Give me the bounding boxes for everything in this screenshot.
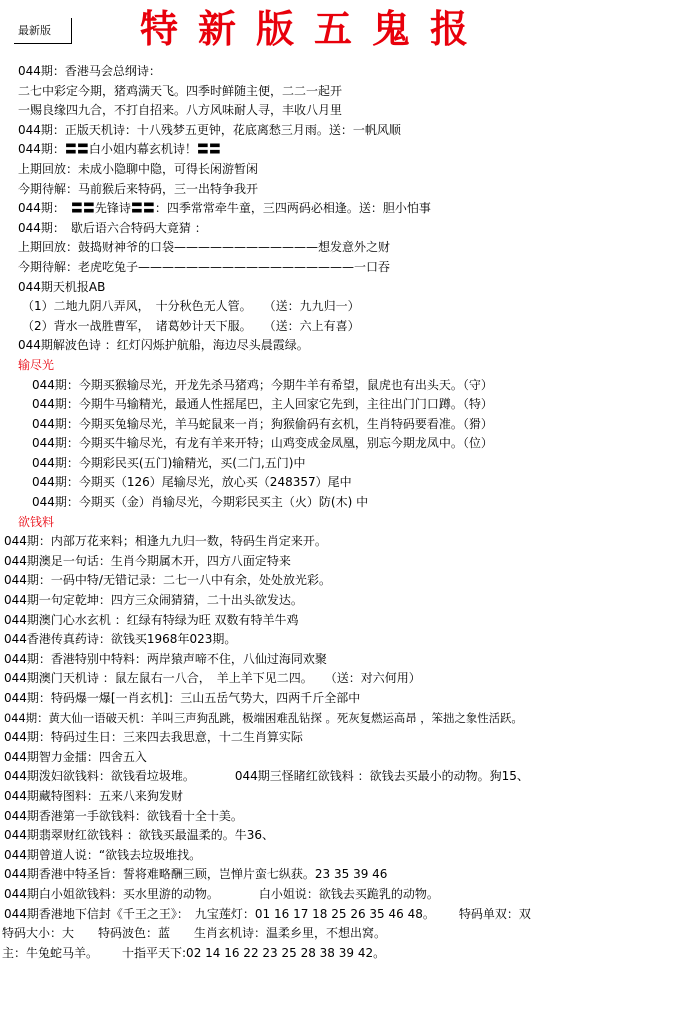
want-line: 044期：特码爆一爆[一肖玄机]：三山五岳气势大，四两千斤全部中 [4,691,361,705]
text-line: 044期：香港马会总纲诗： [18,64,161,78]
lose-line: 044期：今期买牛输尽光，有龙有羊来开特；山鸡变成金凤凰，别忘今期龙凤中。（位） [32,436,493,451]
header [0,0,690,60]
page-title: 特新版五鬼报 [140,6,489,51]
text-line: 今期待解：老虎吃兔子——————————————————一口吞 [18,259,391,274]
want-line [0,944,690,964]
section-heading-lose: 输尽光 [18,357,55,372]
want-line-part: 十指平天下:02 14 16 22 23 25 28 38 39 42。 [122,945,386,960]
want-line: 044期香港第一手欲钱料：欲钱看十全十美。 [4,808,243,823]
text-line: 044期天机报AB [18,279,106,294]
want-line: 044期曾道人说：“欲钱去垃圾堆找。 [4,847,202,862]
want-line: 044期：一码中特/无错记录：二七一八中有余，处处放光彩。 [4,573,331,588]
want-line [0,905,690,925]
want-line-part: 044期泼妇欲钱料：欲钱看垃圾堆。 [4,769,195,784]
report-body [0,62,690,963]
want-line [0,885,690,905]
want-line [0,924,690,944]
want-line: 044期澳门天机诗 ：鼠左鼠右一八合， 羊上羊下见二四。 （送：对六何用） [4,671,421,686]
want-line-part: 主：牛兔蛇马羊。 [2,945,99,960]
want-line-part: 白小姐说：欲钱去买跪乳的动物。 [258,886,439,901]
text-line: 上期回放：未成小隐聊中隐，可得长闲游暂闲 [18,161,259,176]
section-heading-want: 欲钱料 [18,514,55,529]
text-line: 044期：正版天机诗：十八残梦五更钟，花底离愁三月雨。送：一帆风顺 [18,122,401,137]
want-line-part: 044期白小姐欲钱料：买水里游的动物。 [4,886,219,901]
lose-line: 044期：今期买兔输尽光，羊马蛇鼠来一肖；狗猴偷码有玄机，生肖特码要看准。（猾） [32,416,493,431]
text-line: （2）背水一战胜曹军， 诸葛妙计天下服。 （送：六上有喜） [22,318,360,333]
want-line-part: 特码单双：双 [458,906,531,921]
lose-line: 044期：今期彩民买(五门)输精光，买(二门,五门)中 [32,455,306,470]
want-line: 044期：香港特别中特料：两岸猿声啼不住，八仙过海同欢聚 [4,651,327,666]
want-line: 044期澳足一句话：生肖今期属木开，四方八面定特来 [4,553,291,568]
want-line: 044期澳门心水玄机 ：红绿有特绿为旺 双数有特羊牛鸡 [4,612,299,627]
want-line: 044期智力金擂：四舍五入 [4,749,147,764]
want-line: 044期藏特图料：五来八来狗发财 [4,788,183,803]
want-line-part: 特码波色：蓝 [98,926,171,941]
want-line: 044期翡翠财红欲钱料 ：欲钱买最温柔的。牛36、 [4,828,274,843]
text-line: 今期待解：马前猴后来特码，三一出特争我开 [18,181,259,196]
want-line: 044期：黄大仙一语破天机：羊叫三声狗乱跳，极端困难乱钻探 。死灰复燃运高昂 ，笨拙之象性活跃。 [4,710,523,725]
text-line: 044期： 〓〓先锋诗〓〓：四季常常牵牛童，三四两码必相逢。送：胆小怕事 [18,201,431,216]
lose-line: 044期：今期牛马输精光，最通人性摇尾巴，主人回家它先到，主往出门门口蹲。（特） [32,397,493,412]
want-line-part: 044期香港地下信封《千王之王》： 九宝莲灯：01 16 17 18 25 26 35 46 48。 [4,906,435,921]
lose-line: 044期：今期买（126）尾输尽光，放心买（248357）尾中 [32,475,352,490]
want-line-part: 044期三怪睹红欲钱料 ：欲钱去买最小的动物。狗15、 [234,769,529,784]
text-line: 上期回放：鼓捣财神爷的口袋————————————想发意外之财 [18,240,391,255]
text-line: （1）二地九阴八弄风， 十分秋色无人管。 （送：九九归一） [22,299,360,314]
text-line: 二七中彩定今期，猪鸡满天飞。四季时鲜随主便，二二一起开 [18,83,343,98]
want-line-part: 特码大小：大 [2,926,75,941]
want-line: 044期一句定乾坤：四方三众闹猜猜，二十出头欲发达。 [4,593,303,608]
text-line: 044期解波色诗 ：红灯闪烁护航船，海边尽头晨霞绿。 [18,338,309,353]
want-line-part: 生肖玄机诗：温柔乡里，不想出窝。 [194,926,387,941]
want-line: 044香港传真药诗：欲钱买1968年023期。 [4,632,237,647]
version-badge: 最新版 [14,18,72,44]
text-line: 044期：〓〓白小姐内幕玄机诗！〓〓 [18,142,221,157]
want-line: 044期：特码过生日：三来四去我思意，十二生肖算实际 [4,730,303,745]
want-line [0,767,690,787]
want-line: 044期：内部万花来料；相逢九九归一数，特码生肖定来开。 [4,534,327,549]
want-line: 044期香港中特圣旨：誓将难略酬三顾，岂惮片蛮七纵获。23 35 39 46 [4,867,388,882]
text-line: 044期： 歇后语六合特码大竟猜 ： [18,220,207,235]
lose-line: 044期：今期买（金）肖输尽光，今期彩民买主（火）防(木) 中 [32,495,369,510]
lose-line: 044期：今期买猴输尽光，开龙先杀马猪鸡；今期牛羊有希望，鼠虎也有出头天。（守） [32,377,493,392]
text-line: 一赐良缘四九合，不打自招来。八方风味耐人寻，丰收八月里 [18,103,343,118]
